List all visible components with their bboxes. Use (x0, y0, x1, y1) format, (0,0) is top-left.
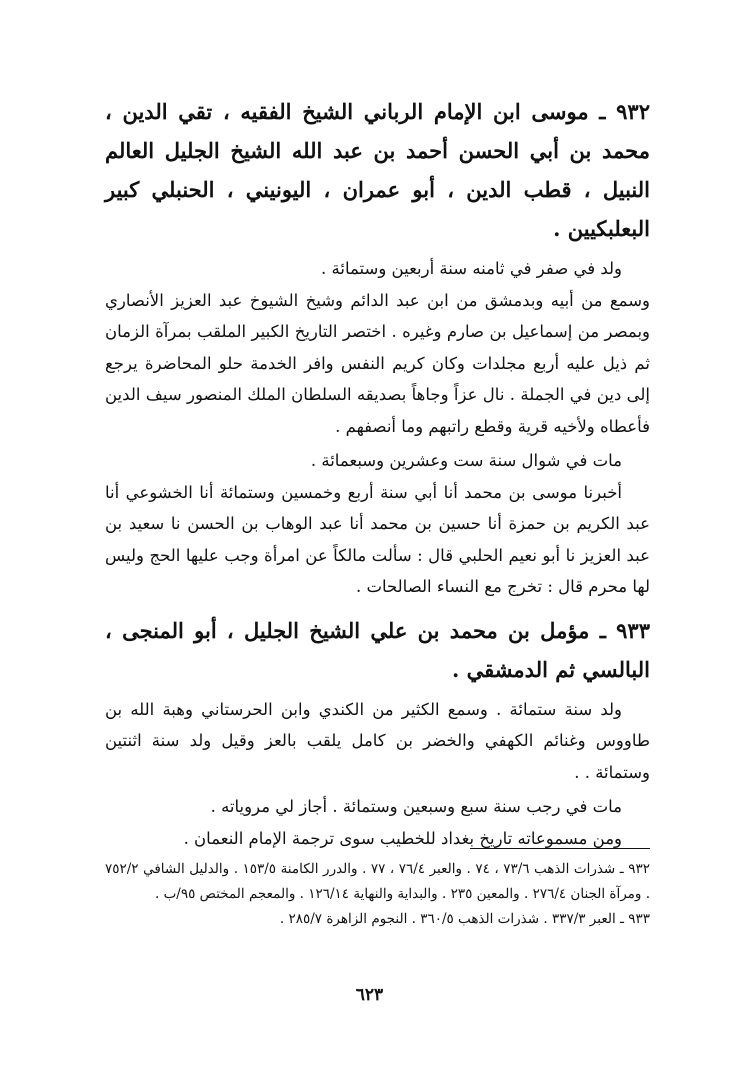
entry-paragraph: وسمع من أبيه وبدمشق من ابن عبد الدائم وشيخ الشيوخ عبد العزيز الأنصاري وبمصر من إسماعيل بن صارم وغيره . اختصر التاريخ الكبير الملقب بمرآة الزمان ثم ذيل عليه أربع مجلدات وكان كريم النفس وافر الخدمة حلو المحاضرة يرجع إلى دين في الجملة . نال عزاً وجاهاً بصديقه السلطان الملك المنصور سيف الدين فأعطاه ولأخيه قرية وقطع راتبهم وما أنصفهم . (105, 290, 650, 436)
page-body (105, 92, 650, 854)
biography-entry-932 (105, 92, 650, 603)
entry-heading: ٩٣٢ ـ موسى ابن الإمام الرباني الشيخ الفقيه ، تقي الدين ، محمد بن أبي الحسن أحمد بن عبد الله الشيخ الجليل العالم النبيل ، قطب الدين ، أبو عمران ، اليونيني ، الحنبلي كبير البعلبكيين . (105, 99, 650, 241)
footnote-932: ٩٣٢ ـ شذرات الذهب ٧٣/٦ ، ٧٤ . والعبر ٧٦/٤ ، ٧٧ . والدرر الكامنة ١٥٣/٥ . والدليل الشافي ٧٥٢/٢ . ومرآة الجنان ٢٧٦/٤ . والمعين ٢٣٥ . والبداية والنهاية ١٢٦/١٤ . والمعجم المختص ٩٥/ب . (105, 861, 650, 902)
biography-entry-933 (105, 611, 650, 855)
entry-paragraph: ولد في صفر في ثامنه سنة أربعين وستمائة . (321, 259, 622, 278)
footnote-933: ٩٣٣ ـ العبر ٣٣٧/٣ . شذرات الذهب ٣٦٠/٥ . النجوم الزاهرة ٢٨٥/٧ . (279, 911, 650, 927)
entry-paragraph: أخبرنا موسى بن محمد أنا أبي سنة أربع وخمسين وستمائة أنا الخشوعي أنا عبد الكريم بن حمزة أنا حسين بن محمد أنا عبد الوهاب بن الحسن نا سعيد بن عبد العزيز نا أبو نعيم الحلبي قال : سألت مالكاً عن امرأة وجب عليها الحج وليس لها محرم قال : تخرج مع النساء الصالحات . (105, 482, 650, 596)
footnotes (105, 848, 650, 932)
footnote-divider (470, 848, 650, 849)
entry-paragraph: مات في رجب سنة سبع وسبعين وستمائة . أجاز لي مروياته . (210, 797, 622, 816)
entry-paragraph: مات في شوال سنة ست وعشرين وسبعمائة . (310, 451, 622, 470)
entry-heading: ٩٣٣ ـ مؤمل بن محمد بن علي الشيخ الجليل ، أبو المنجى ، البالسي ثم الدمشقي . (105, 617, 650, 682)
page-number: ٦٢٣ (355, 985, 384, 1005)
entry-paragraph: ولد سنة ستمائة . وسمع الكثير من الكندي وابن الحرستاني وهبة الله بن طاووس وغنائم الكهفي والخضر بن كامل يلقب بالعز وقيل ولد سنة اثنتين وستمائة . . (105, 699, 650, 782)
entry-paragraph: ومن مسموعاته تاريخ بغداد للخطيب سوى ترجمة الإمام النعمان . (183, 828, 622, 848)
